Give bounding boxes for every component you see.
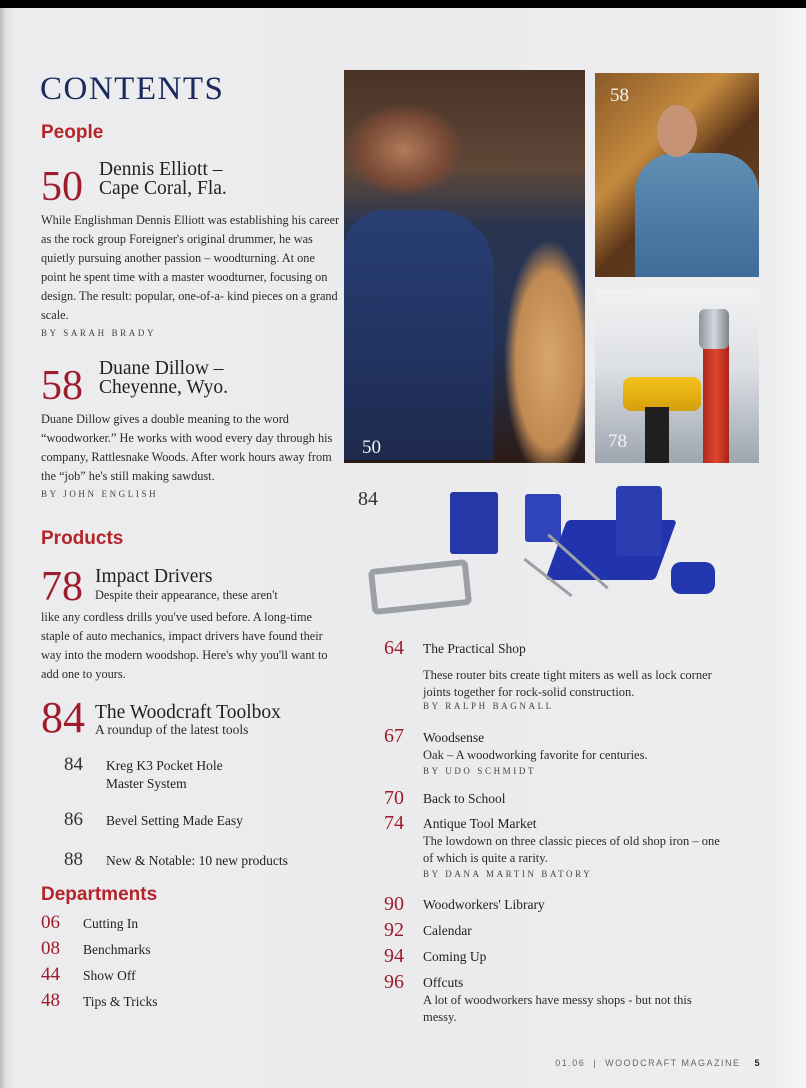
toc-item-antique-tool-market[interactable] (384, 812, 764, 879)
right-column-list (384, 637, 764, 1026)
entry-description: like any cordless drills you've used before. A long-time staple of auto mechanics, impact drivers have found their way into the modern woodshop. Here's why you'll want to add one to yours. (41, 610, 328, 681)
entry-description: Duane Dillow gives a double meaning to the word “woodworker.” He works with wood every day through his company, Rattlesnake Woods. After work hours away from the “job” he's still making sawdust. (41, 412, 333, 483)
entry-title: Calendar (423, 923, 472, 938)
page-number: 70 (384, 787, 404, 809)
toolbox-subitems (64, 754, 344, 871)
photo-page-label: 58 (610, 85, 629, 106)
departments-list (41, 912, 301, 1016)
entry-byline: BY DANA MARTIN BATORY (423, 869, 593, 879)
face-shape (657, 105, 697, 157)
jig-upright (616, 486, 662, 556)
jig-clamp-pad (671, 562, 715, 594)
entry-description: These router bits create tight miters as well as lock corner joints together for rock-solid construction. (423, 668, 712, 699)
photo-page-label: 84 (358, 488, 378, 510)
page-title: CONTENTS (40, 71, 225, 107)
entry-title: Coming Up (423, 949, 487, 964)
toc-subitem-new-notable[interactable] (64, 849, 344, 871)
page-number: 08 (41, 938, 60, 959)
yellow-driver-grip (645, 407, 669, 463)
entry-byline: BY SARAH BRADY (41, 328, 157, 338)
entry-description: The lowdown on three classic pieces of old shop iron – one of which is quite a rarity. (423, 834, 720, 865)
entry-title (99, 359, 228, 397)
entry-description: While Englishman Dennis Elliott was establishing his career as the rock group Foreigner's original drummer, he was quietly pursuing another passion – woodturning. At one point he spent time with a master woodturner, focusing on design. The result: popular, one-of-a- kind pieces on a grand scale. (41, 213, 340, 322)
toc-item-back-to-school[interactable] (384, 787, 764, 810)
page-number: 67 (384, 725, 404, 747)
page-number: 84 (64, 754, 83, 775)
section-heading-departments: Departments (41, 884, 158, 905)
toc-item-coming-up[interactable] (384, 945, 764, 971)
toc-item-offcuts[interactable] (384, 971, 764, 1026)
page-number: 90 (384, 893, 404, 915)
toc-entry-duane-dillow[interactable] (41, 359, 341, 499)
photo-duane-dillow[interactable] (595, 73, 759, 277)
section-heading-products: Products (41, 528, 124, 549)
entry-title (99, 160, 227, 198)
page-number: 74 (384, 812, 404, 834)
entry-title: Cutting In (83, 916, 139, 931)
toc-entry-impact-drivers[interactable] (41, 562, 341, 684)
page-number: 58 (41, 363, 83, 409)
entry-title: Offcuts (423, 975, 464, 990)
yellow-driver-body (623, 377, 701, 411)
toc-subitem-bevel[interactable] (64, 809, 344, 831)
entry-title: Woodsense (423, 730, 485, 745)
entry-title: Benchmarks (83, 942, 151, 957)
page-number: 94 (384, 945, 404, 967)
photo-woodturner[interactable] (344, 70, 585, 463)
title-line-1: Duane Dillow – (99, 358, 224, 379)
entry-subtitle: A roundup of the latest tools (95, 722, 249, 737)
entry-title: Back to School (423, 791, 506, 806)
page-footer (555, 1058, 761, 1068)
magazine-name: WOODCRAFT MAGAZINE (605, 1058, 741, 1068)
page-number: 92 (384, 919, 404, 941)
title-line-1: Kreg K3 Pocket Hole (106, 758, 223, 773)
footer-separator: | (593, 1058, 598, 1068)
issue-date: 01.06 (555, 1058, 586, 1068)
jig-block-2 (525, 494, 561, 542)
entry-description: A lot of woodworkers have messy shops - but not this messy. (423, 993, 692, 1024)
page-number: 84 (41, 693, 85, 742)
photo-kreg-system[interactable] (358, 480, 758, 630)
shirt-shape (344, 210, 494, 460)
photo-page-label: 50 (362, 437, 381, 458)
title-line-2: Cheyenne, Wyo. (99, 377, 228, 398)
page-number: 50 (41, 164, 83, 210)
photo-page-label: 78 (608, 431, 627, 452)
page-number: 64 (384, 637, 404, 659)
folio-page-number: 5 (754, 1058, 761, 1068)
photo-impact-drivers[interactable] (595, 289, 759, 463)
entry-title: New & Notable: 10 new products (106, 853, 288, 868)
entry-title: Bevel Setting Made Easy (106, 813, 243, 828)
entry-title: Woodworkers' Library (423, 897, 545, 912)
toc-entry-woodcraft-toolbox[interactable] (41, 693, 341, 742)
toc-subitem-kreg[interactable] (64, 754, 344, 793)
page-number: 78 (41, 564, 83, 610)
title-line-1: Dennis Elliott – (99, 159, 223, 180)
entry-description-first: Despite their appearance, these aren't (95, 588, 278, 602)
toc-item-tips-tricks[interactable] (41, 990, 301, 1016)
title-line-2: Master System (106, 776, 187, 791)
entry-title: The Woodcraft Toolbox (95, 702, 281, 723)
entry-byline: BY JOHN ENGLISH (41, 489, 159, 499)
toc-item-woodsense[interactable] (384, 725, 764, 776)
page-number: 06 (41, 912, 60, 933)
toc-item-practical-shop[interactable] (384, 637, 764, 711)
page-number: 86 (64, 809, 83, 830)
toc-item-cutting-in[interactable] (41, 912, 301, 938)
face-clamp (368, 559, 472, 615)
page-number: 88 (64, 849, 83, 870)
entry-description: Oak – A woodworking favorite for centuries. (423, 748, 648, 762)
toc-item-benchmarks[interactable] (41, 938, 301, 964)
toc-entry-dennis-elliott[interactable] (41, 160, 341, 338)
shirt-shape (635, 153, 759, 277)
entry-title: Show Off (83, 968, 136, 983)
toc-item-woodworkers-library[interactable] (384, 893, 764, 919)
jig-block-1 (450, 492, 498, 554)
magazine-page (0, 8, 806, 1088)
page-number: 44 (41, 964, 60, 985)
entry-title (106, 757, 223, 793)
toc-item-calendar[interactable] (384, 919, 764, 945)
entry-title: The Practical Shop (423, 641, 526, 656)
entry-byline: BY UDO SCHMIDT (423, 766, 537, 776)
section-heading-people: People (41, 122, 104, 143)
entry-byline: BY RALPH BAGNALL (423, 701, 554, 711)
entry-title: Impact Drivers (95, 566, 213, 587)
page-number: 48 (41, 990, 60, 1011)
red-driver-shape (703, 339, 729, 463)
red-driver-head (699, 309, 729, 349)
entry-title: Tips & Tricks (83, 994, 158, 1009)
entry-title: Antique Tool Market (423, 816, 537, 831)
page-number: 96 (384, 971, 404, 993)
toc-item-show-off[interactable] (41, 964, 301, 990)
title-line-2: Cape Coral, Fla. (99, 178, 227, 199)
